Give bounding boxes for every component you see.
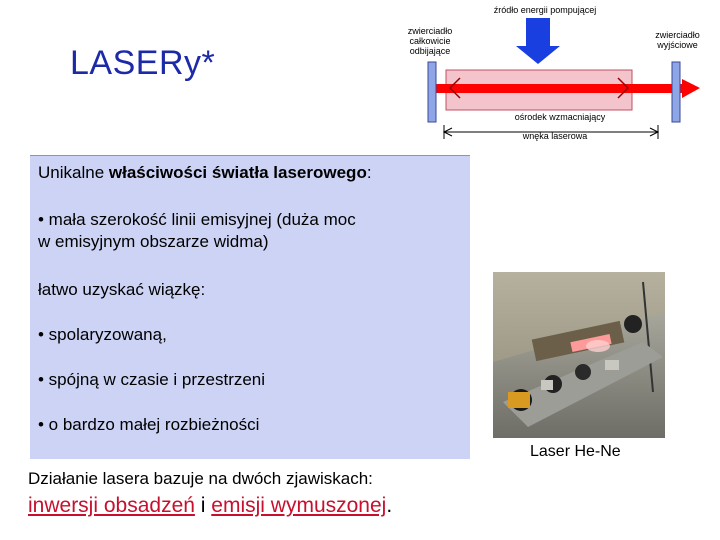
mirror-out-label: zwierciadło wyjściowe xyxy=(655,30,700,50)
bullet-divergence: • o bardzo małej rozbieżności xyxy=(38,415,260,434)
mirror-output xyxy=(672,62,680,122)
laser-photo xyxy=(493,272,665,438)
pump-arrow xyxy=(516,18,560,64)
bottom-terms: inwersji obsadzeń i emisji wymuszonej. xyxy=(28,494,393,517)
bullet-polarized: • spolaryzowaną, xyxy=(38,325,167,344)
cavity-label: wnęka laserowa xyxy=(522,131,588,141)
term-population-inversion: inwersji obsadzeń xyxy=(28,494,195,517)
page-title: LASERy* xyxy=(70,44,216,82)
term-stimulated-emission: emisji wymuszonej xyxy=(211,494,387,517)
bullet-coherent: • spójną w czasie i przestrzeni xyxy=(38,370,266,389)
properties-panel xyxy=(30,155,470,459)
easy-beam-text: łatwo uzyskać wiązkę: xyxy=(38,280,206,299)
bottom-intro: Działanie lasera bazuje na dwóch zjawiskach: xyxy=(28,469,373,488)
panel-heading: Unikalne właściwości światła laserowego: xyxy=(38,163,372,182)
mirror-full xyxy=(428,62,436,122)
mirror-full-label: zwierciadło całkowicie odbijające xyxy=(407,26,453,56)
medium-label: ośrodek wzmacniający xyxy=(514,112,606,122)
output-arrow xyxy=(682,79,700,98)
laser-beam xyxy=(436,84,686,93)
pump-label: źródło energii pompującej xyxy=(493,5,597,15)
bullet-linewidth-cont: w emisyjnym obszarze widma) xyxy=(38,232,269,251)
photo-caption: Laser He-Ne xyxy=(530,443,621,460)
bullet-linewidth: • mała szerokość linii emisyjnej (duża moc xyxy=(38,210,356,229)
